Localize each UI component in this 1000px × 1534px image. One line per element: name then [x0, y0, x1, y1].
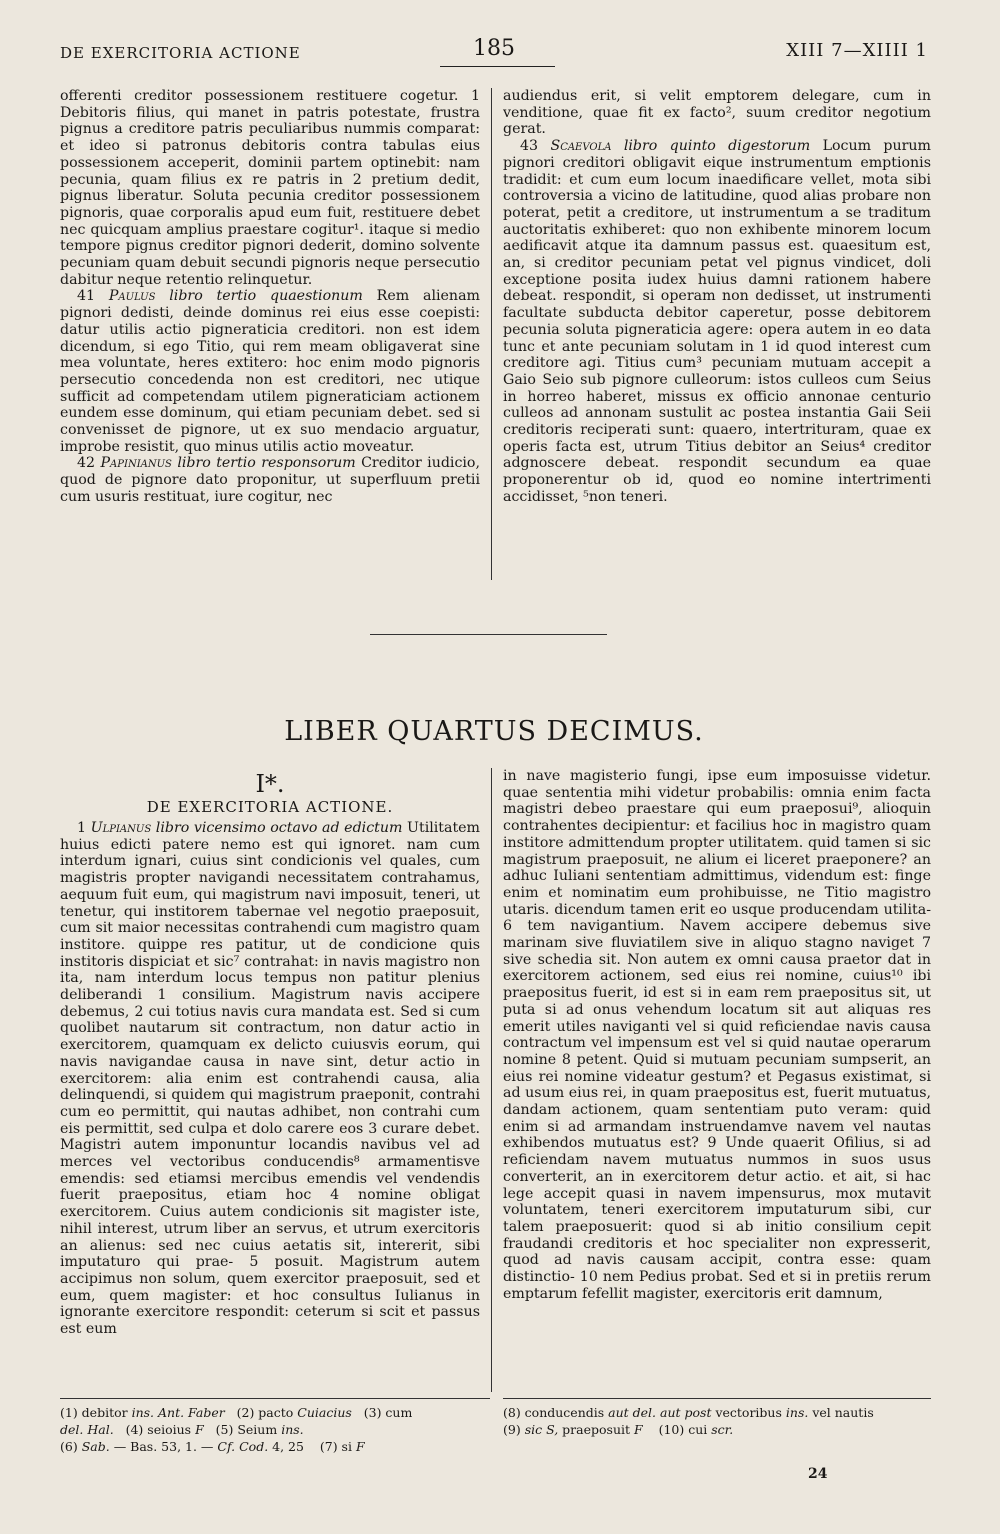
footnote-line [60, 1404, 490, 1421]
footnote-text: 4, 25 [272, 1439, 304, 1454]
top-right-column [503, 88, 931, 568]
footnote-text: (6) [60, 1439, 78, 1454]
footnote-text: Cf. Cod. [217, 1439, 269, 1454]
author-name: Paulus [108, 288, 156, 305]
footnote-text: ins. [785, 1405, 809, 1420]
bottom-right-column [503, 768, 931, 1392]
page-number: 185 [473, 36, 515, 61]
header-underline [440, 66, 555, 67]
column-divider [491, 768, 492, 1392]
footnote-text: scr. [711, 1422, 734, 1437]
fragment-text: Utilitatem huius edicti patere nemo est qui ignoret. nam cum interdum ignari, cuius sint condicionis vel quales, cum magistris propter navigandi necessitatem contrahamus, aequum fuit eum, qui magistrum navi imposuit, teneri, ut tenetur, qui institorem tabernae vel negotio praeposuit, cum sit maior necessitas contrahendi cum magistro quam institore. quippe res patitur, ut de condicione quis institoris dispiciat et sic⁷ contrahat: in navis magistro non ita, nam interdum locus tempus non patitur plenius deliberandi 1 consilium. Magistrum navis accipere debemus, 2 cui totius navis cura mandata est. Sed si cum quolibet nautarum sit contractum, non datur actio in exercitorem, quamquam ex delicto cuiusvis eorum, qui navis navigandae causa in nave sint, detur actio in exercitorem: alia enim est contrahendi causa, alia delinquendi, si quidem qui magistrum praeponit, contrahi cum eo permittit, qui nautas adhibet, non contrahi cum eis permittit, sed culpa et dolo carere eos 3 curare debet. Magistri autem imponuntur locandis navibus vel ad merces vel vectoribus conducendis⁸ armamentisve emendis: sed etiamsi mercibus emendis vel vendendis fuerit praepositus, etiam hoc 4 nomine obligat exercitorem. Cuius autem condicionis sit magister iste, nihil interest, utrum liber an servus, et utrum exercitoris an alienus: sed nec cuius aetatis sit, intererit, sibi imputaturo qui prae- 5 posuit. Magistrum autem accipimus non solum, quem exercitor praeposuit, sed et eum, quem magister: et hoc consultus Iulianus in ignorante exercitore respondit: ceterum si scit et passus est eum [60, 820, 480, 1338]
footnote-text: (3) cum [363, 1405, 413, 1420]
footnote-text: F [355, 1439, 365, 1454]
fragment-number: 41 [77, 288, 96, 305]
fragment-text: Rem alienam pignori dedisti, deinde dominus rei eius esse coepisti: datur utilis actio pigneraticia creditori. non est idem dicendum, si ego Titio, qui rem meam obligaverat sine mea voluntate, heres extitero: hoc enim modo pignoris persecutio concedenda non est creditori, nec utique sufficit ad competendam utilem pigneraticiam actionem eundem esse dominum, qui etiam pecuniam debet. sed si convenisset de pignore, ut ex suo mendacio arguatur, improbe resistit, quo minus utilis actio moveatur. [60, 288, 480, 455]
paragraph: offerenti creditor possessionem restituere cogetur. 1 Debitoris filius, qui manet in patris potestate, frustra pignus a creditore patris peculiaribus nummis comparat: et ideo si patronus debitoris contra tabulas eius possessionem acceperit, dominii partem optinebit: nam pecunia, quam filius ex re patris in 2 pretium dedit, pignus liberatur. Soluta pecunia creditor possessionem pignoris, quae corporalis apud eum fuit, restituere debet nec quicquam amplius praestare cogitur¹. itaque si medio tempore pignus creditor pignori dederit, domino solvente pecuniam quam debuit secundi pignoris neque persecutio dabitur neque retentio relinquetur. [60, 88, 480, 288]
fragment-text: Locum purum pignori creditori obligavit eique instrumentum emptionis tradidit: et cum eum locum inaedificare vellet, mota sibi controversia a vicino de latitudine, quod alias probare non poterat, petit a creditore, ut instrumentum a se traditum auctoritatis exhiberet: quo non exhibente minorem locum aedificavit atque ita damnum passus est. quaesitum est, an, si creditor pecuniam petat vel pignus vindicet, doli exceptione posita iudex huius damni rationem habere debeat. respondit, si operam non dedisset, ut instrumenti facultate subducta debitor caperetur, posse debitorem pecunia soluta pigneraticia agere: opera autem in eo data tunc et ante pecuniam solutam in 1 id quod interest cum creditore agi. Titius cum³ pecuniam mutuam accepit a Gaio Seio sub pignore culleorum: istos culleos cum Seius in horreo haberet, missus ex officio annonae centurio culleos ad annonam sustulit ac postea instantia Gaii Seii creditoris reciperati sunt: quaero, intertrituram, quae ex operis facta est, utrum Titius debitor an Seius⁴ creditor adgnoscere debeat. respondit secundum ea quae proponerentur ob id, quod eo nomine intertrimenti accidisset, ⁵non teneri. [503, 138, 931, 505]
fragment-text: Creditor iudicio, quod de pignore dato proponitur, ut superfluum pretii cum usuris restituat, iure cogitur, nec [60, 455, 480, 505]
footnotes-left [60, 1404, 490, 1455]
footnote-rule [503, 1398, 931, 1399]
footnote-line [503, 1421, 933, 1438]
footnote-text: F [634, 1422, 643, 1437]
title-number: I*. [255, 770, 285, 798]
fragment-42 [60, 455, 480, 505]
footnote-text: ins. [281, 1422, 304, 1437]
running-title: DE EXERCITORIA ACTIONE [60, 44, 301, 62]
footnote-text: praeposuit [562, 1422, 631, 1437]
column-divider [491, 88, 492, 580]
footnote-text: Cuiacius [297, 1405, 352, 1420]
footnote-text: F [195, 1422, 204, 1437]
section-separator [370, 634, 607, 635]
footnote-text: (9) [503, 1422, 521, 1437]
fragment-43 [503, 138, 931, 505]
work-title: libro vicensimo octavo ad edictum [155, 820, 403, 836]
fragment-41 [60, 288, 480, 455]
paragraph: audiendus erit, si velit emptorem delegare, cum in venditione, quae fit ex facto², suum creditor negotium gerat. [503, 88, 931, 138]
footnote-text: sic S, [524, 1422, 559, 1437]
author-name: Papinianus [100, 455, 172, 472]
fragment-number: 1 [77, 820, 87, 836]
fragment-1 [60, 820, 480, 1338]
footnote-text: (2) pacto [236, 1405, 294, 1420]
footnote-line [60, 1421, 490, 1438]
work-title: libro tertio quaestionum [169, 288, 363, 305]
footnotes-right [503, 1404, 933, 1438]
footnote-line [60, 1438, 490, 1455]
footnote-text: (1) debitor [60, 1405, 128, 1420]
top-left-column [60, 88, 480, 588]
footnote-text: (7) si [319, 1439, 352, 1454]
footnote-text: ins. Ant. Faber [131, 1405, 225, 1420]
running-header [60, 36, 928, 66]
author-name: Scaevola [550, 138, 612, 155]
footnote-text: — Bas. 53, 1. — [113, 1439, 214, 1454]
title-name: DE EXERCITORIA ACTIONE. [146, 798, 394, 816]
footnote-text: aut del. aut post [608, 1405, 712, 1420]
footnote-text: (10) cui [658, 1422, 708, 1437]
footnote-text: del. Hal. [60, 1422, 114, 1437]
footnote-text: vel nautis [812, 1405, 874, 1420]
fragment-number: 43 [520, 138, 539, 155]
paragraph: in nave magisterio fungi, ipse eum imposuisse videtur. quae sententia mihi videtur probabilis: omnia enim facta magistri debeo praestare qui eum praeposui⁹, alioquin contrahentes decipientur: et facilius hoc in magistro quam institore admittendum propter utilitatem. quid tamen si sic magistrum praeposuit, ne alium ei liceret praeponere? an adhuc Iuliani sententiam admittimus, videndum est: finge enim et nominatim eum prohibuisse, ne Titio magistro utaris. dicendum tamen erit eo usque producendam utilita- 6 tem navigantium. Navem accipere debemus sive marinam sive fluviatilem sive in aliquo stagno naviget 7 sive schedia sit. Non autem ex omni causa praetor dat in exercitorem actionem, sed eius rei nomine, cuius¹⁰ ibi praepositus fuerit, id est si in eam rem praepositus sit, ut puta si ad onus vehendum locatum sit aut aliquas res emerit utiles naviganti vel si quid reficiendae navis causa contractum vel impensum est vel si quid nautae operarum nomine 8 petent. Quid si mutuam pecuniam sumpserit, an eius rei nomine videatur gestum? et Pegasus existimat, si ad usum eius rei, in quam praepositus est, fuerit mutuatus, dandam actionem, quam sententiam puto veram: quid enim si ad armandam instruendamve navem vel nautas exhibendos mutuatus est? 9 Unde quaerit Ofilius, si ad reficiendam navem mutuatus nummos in suos usus converterit, an in exercitorem detur actio. et ait, si hac lege accepit quasi in navem impensurus, mox mutavit voluntatem, teneri exercitorem imputaturum sibi, cur talem praeposuerit: quod si ab initio consilium cepit fraudandi creditoris et hoc specialiter non expresserit, quod ad navis causam accipit, contra esse: quam distinctio- 10 nem Pedius probat. Sed et si in pretiis rerum emptarum fefellit magister, exercitoris erit damnum, [503, 768, 931, 1302]
footnote-text: Sab. [81, 1439, 110, 1454]
section-reference: XIII 7—XIIII 1 [786, 40, 928, 61]
work-title: libro quinto digestorum [623, 138, 811, 155]
author-name: Ulpianus [90, 820, 152, 836]
footnote-text: vectoribus [715, 1405, 782, 1420]
footnote-rule [60, 1398, 490, 1399]
work-title: libro tertio responsorum [177, 455, 356, 472]
fragment-number: 42 [77, 455, 96, 472]
signature-mark: 24 [808, 1466, 828, 1482]
footnote-text: (4) seioius [125, 1422, 192, 1437]
footnote-line [503, 1404, 933, 1421]
book-title: LIBER QUARTUS DECIMUS. [284, 716, 704, 747]
footnote-text: (8) conducendis [503, 1405, 605, 1420]
footnote-text: (5) Seium [215, 1422, 278, 1437]
bottom-left-column [60, 820, 480, 1388]
